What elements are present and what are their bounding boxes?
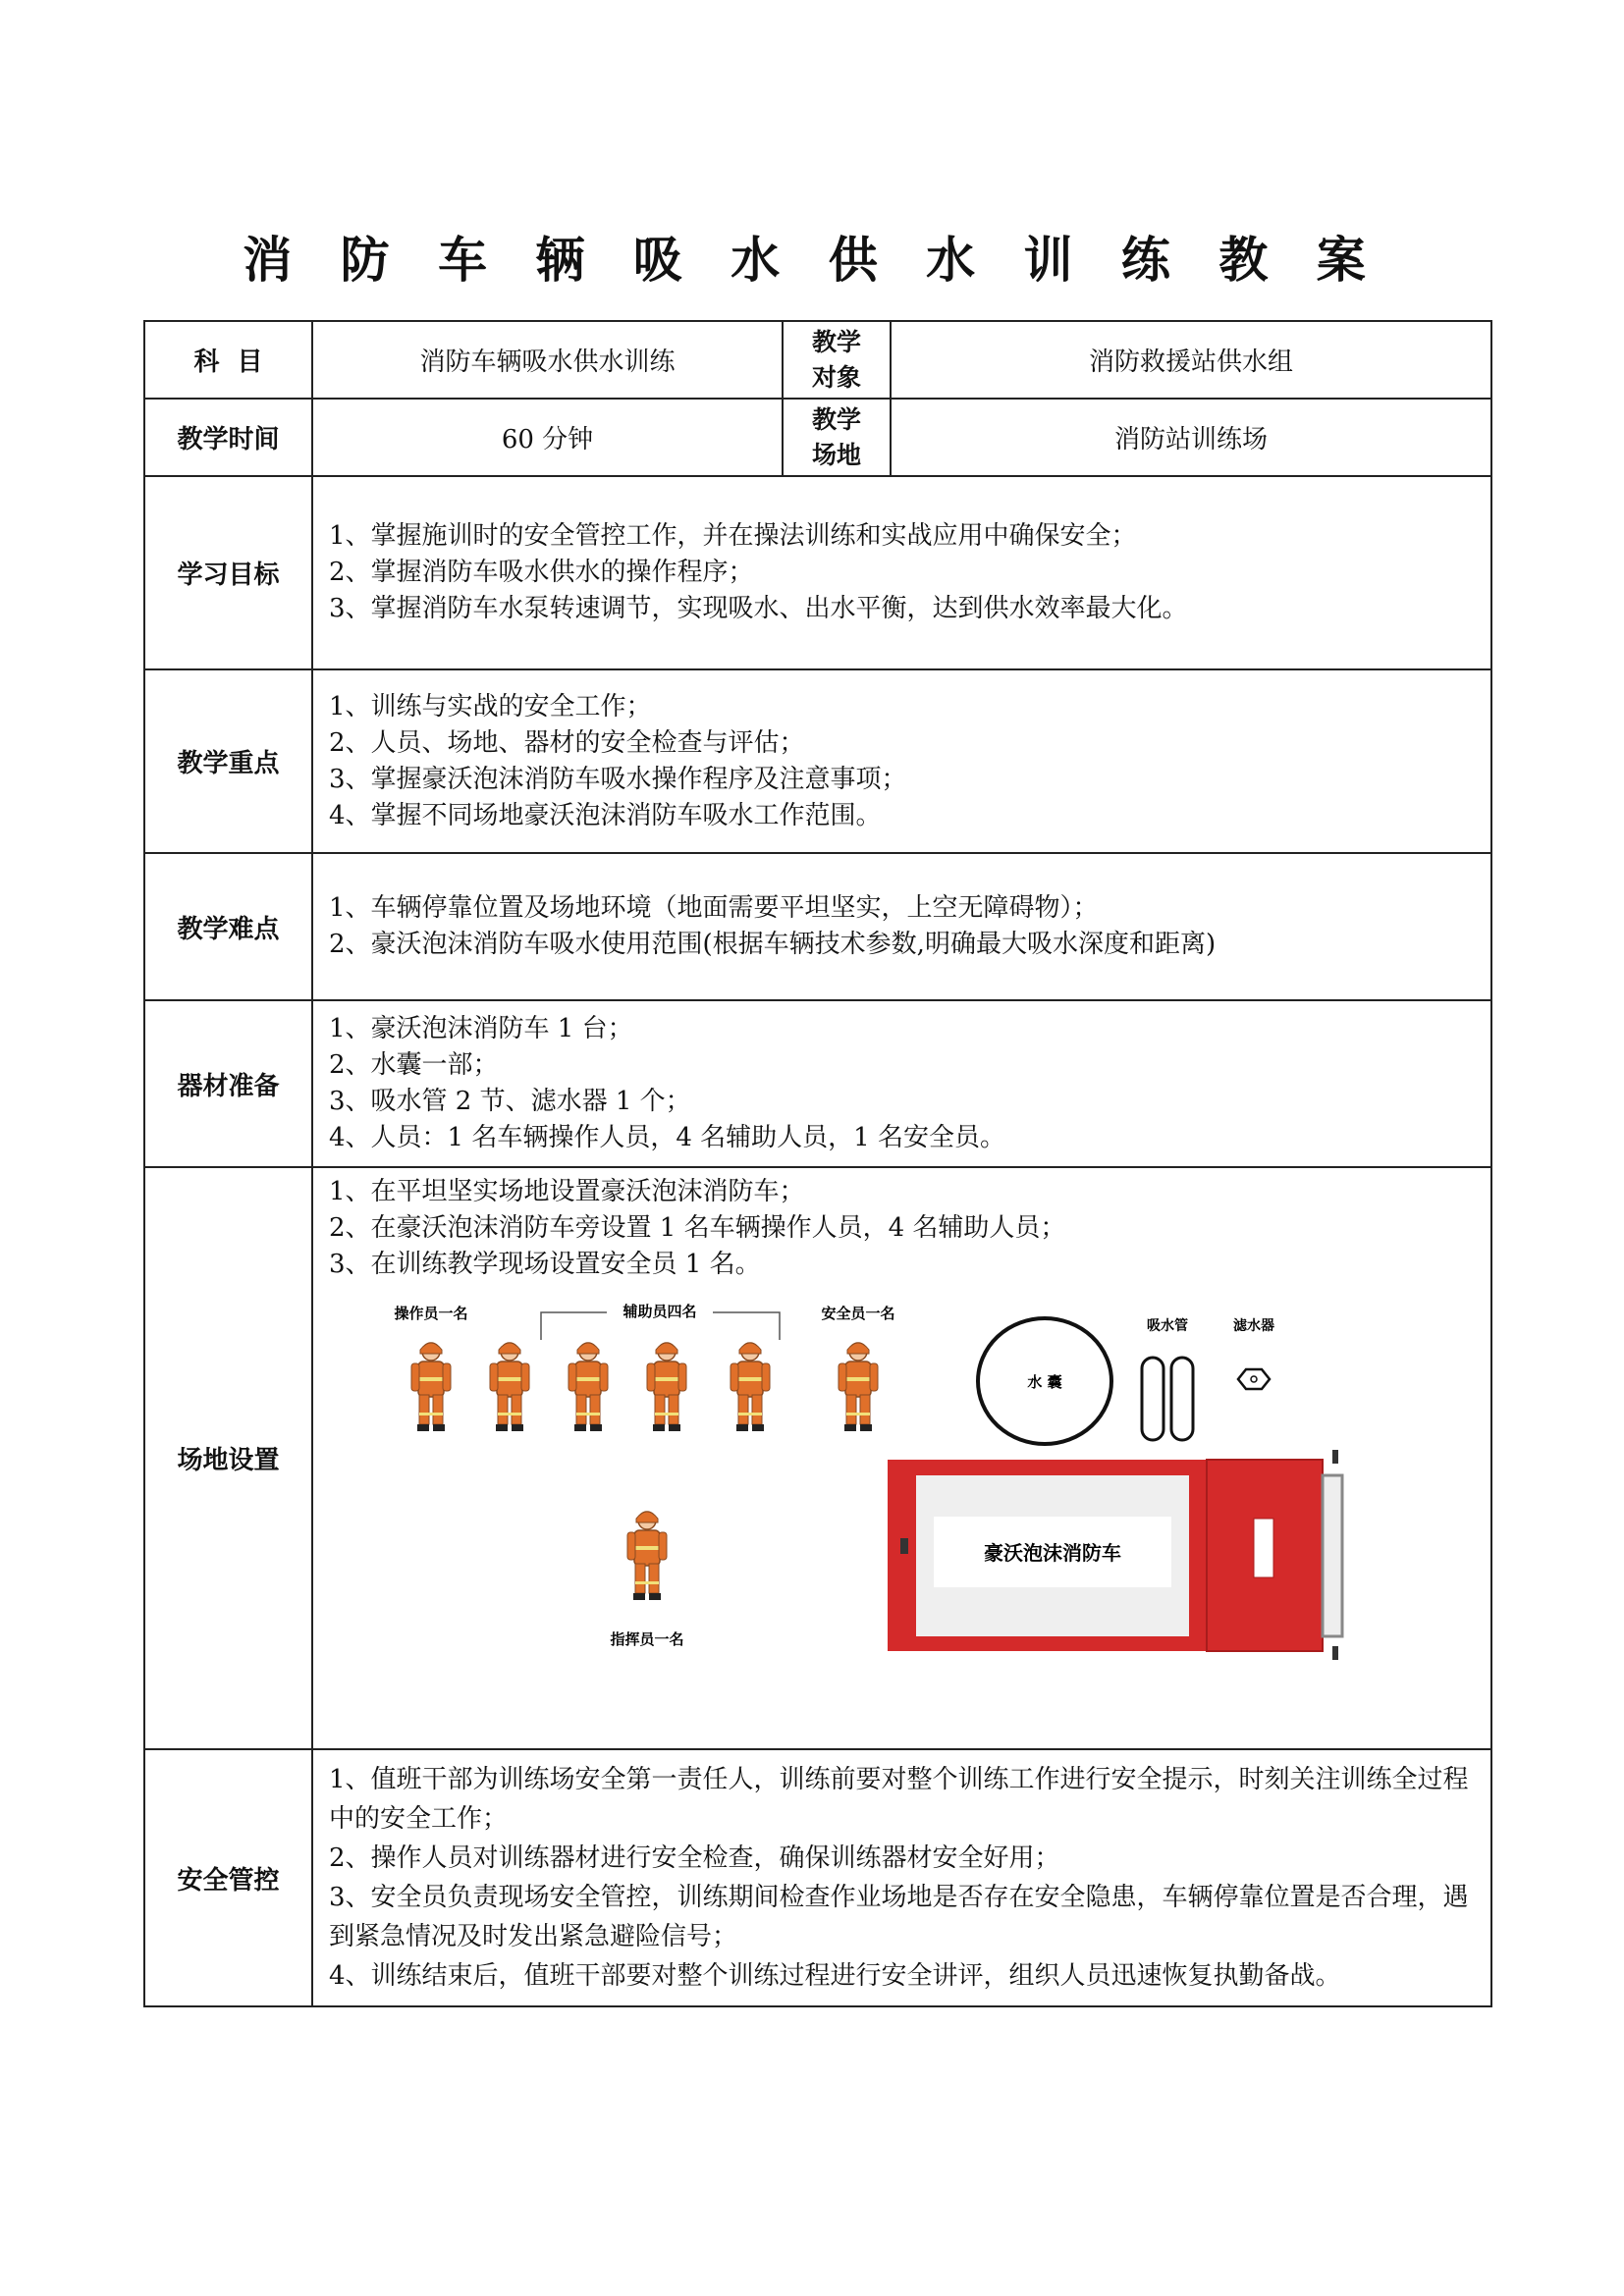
difficulties-row — [144, 853, 1491, 1000]
difficulties-label: 教学难点 — [144, 853, 312, 1000]
fire-truck — [888, 1450, 1342, 1660]
key-points-item: 1、训练与实战的安全工作； — [329, 691, 652, 721]
key-points-item: 3、掌握豪沃泡沫消防车吸水操作程序及注意事项； — [329, 764, 907, 794]
commander-figure — [627, 1512, 667, 1600]
operator-label: 操作员一名 — [394, 1305, 468, 1322]
place-label-line2: 场地 — [811, 440, 861, 469]
operator-figure — [411, 1343, 451, 1431]
site-list — [313, 1168, 1490, 1283]
safety-item: 1、值班干部为训练场安全第一责任人，训练前要对整个训练工作进行安全提示，时刻关注训练全过程中的安全工作； — [329, 1765, 1469, 1834]
assistant-figure-4 — [731, 1343, 770, 1431]
subject-label: 科 目 — [144, 321, 312, 399]
objectives-item: 1、掌握施训时的安全管控工作，并在操法训练和实战应用中确保安全； — [329, 521, 1137, 551]
safety-list — [312, 1749, 1491, 2006]
truck-windshield — [1323, 1475, 1342, 1636]
key-points-list — [312, 669, 1491, 853]
lesson-plan-table — [143, 320, 1492, 2007]
site-diagram — [313, 1283, 1462, 1730]
commander-label: 指挥员一名 — [610, 1630, 684, 1648]
safety-item: 2、操作人员对训练器材进行安全检查，确保训练器材安全好用； — [329, 1843, 1060, 1873]
safety-row — [144, 1749, 1491, 2006]
subject-row — [144, 321, 1491, 399]
target-label-line1: 教学 — [811, 327, 861, 356]
hose-label: 吸水管 — [1147, 1318, 1188, 1334]
page-title: 消 防 车 辆 吸 水 供 水 训 练 教 案 — [243, 232, 1381, 289]
safety-item: 4、训练结束后，值班干部要对整个训练过程进行安全讲评，组织人员迅速恢复执勤备战。 — [329, 1961, 1341, 1991]
site-item: 3、在训练教学现场设置安全员 1 名。 — [329, 1250, 761, 1279]
suction-hose-2 — [1171, 1358, 1193, 1440]
assistant-label: 辅助员四名 — [623, 1303, 697, 1320]
place-label — [783, 399, 891, 476]
assistant-figure-1 — [490, 1343, 529, 1431]
filter-label: 滤水器 — [1233, 1318, 1274, 1334]
place-value: 消防站训练场 — [891, 399, 1491, 476]
assistant-figure-3 — [647, 1343, 686, 1431]
key-points-item: 4、掌握不同场地豪沃泡沫消防车吸水工作范围。 — [329, 800, 882, 830]
difficulties-item: 1、车辆停靠位置及场地环境（地面需要平坦坚实，上空无障碍物）； — [329, 893, 1099, 923]
truck-label: 豪沃泡沫消防车 — [984, 1541, 1121, 1565]
objectives-item: 3、掌握消防车水泵转速调节，实现吸水、出水平衡，达到供水效率最大化。 — [329, 594, 1188, 623]
equipment-item: 2、水囊一部； — [329, 1050, 499, 1080]
key-points-label: 教学重点 — [144, 669, 312, 853]
assistant-figure-2 — [568, 1343, 608, 1431]
safety-item: 3、安全员负责现场安全管控，训练期间检查作业场地是否存在安全隐患，车辆停靠位置是否合理，遇到紧急情况及时发出紧急避险信号； — [329, 1883, 1469, 1951]
bladder-label: 水 囊 — [1027, 1373, 1062, 1391]
site-row — [144, 1167, 1491, 1749]
truck-window-icon — [1254, 1519, 1273, 1577]
key-points-row — [144, 669, 1491, 853]
time-value: 60 分钟 — [312, 399, 783, 476]
target-label-line2: 对象 — [811, 362, 861, 392]
target-value: 消防救援站供水组 — [891, 321, 1491, 399]
difficulties-item: 2、豪沃泡沫消防车吸水使用范围(根据车辆技术参数,明确最大吸水深度和距离) — [329, 930, 1217, 959]
safety-figure — [839, 1343, 878, 1431]
truck-mirror-top — [1332, 1450, 1338, 1464]
safety-label: 安全员一名 — [821, 1305, 895, 1322]
equipment-item: 3、吸水管 2 节、滤水器 1 个； — [329, 1087, 691, 1116]
site-item: 1、在平坦坚实场地设置豪沃泡沫消防车； — [329, 1177, 805, 1206]
suction-hose-1 — [1142, 1358, 1164, 1440]
objectives-row — [144, 476, 1491, 669]
site-label: 场地设置 — [144, 1167, 312, 1749]
site-cell — [312, 1167, 1491, 1749]
place-label-line1: 教学 — [811, 404, 861, 434]
truck-mirror-bottom — [1332, 1646, 1338, 1660]
objectives-list — [312, 476, 1491, 669]
time-label: 教学时间 — [144, 399, 312, 476]
site-item: 2、在豪沃泡沫消防车旁设置 1 名车辆操作人员，4 名辅助人员； — [329, 1213, 1066, 1243]
subject-value: 消防车辆吸水供水训练 — [312, 321, 783, 399]
truck-hatch-left — [900, 1538, 908, 1554]
safety-label-cell: 安全管控 — [144, 1749, 312, 2006]
objectives-label: 学习目标 — [144, 476, 312, 669]
equipment-label: 器材准备 — [144, 1000, 312, 1167]
site-diagram-svg — [313, 1283, 1462, 1730]
difficulties-list — [312, 853, 1491, 1000]
key-points-item: 2、人员、场地、器材的安全检查与评估； — [329, 727, 805, 758]
objectives-item: 2、掌握消防车吸水供水的操作程序； — [329, 558, 754, 587]
target-label — [783, 321, 891, 399]
equipment-item: 4、人员：1 名车辆操作人员，4 名辅助人员，1 名安全员。 — [329, 1123, 1005, 1152]
time-row — [144, 399, 1491, 476]
equipment-item: 1、豪沃泡沫消防车 1 台； — [329, 1014, 633, 1043]
filter-icon — [1238, 1369, 1270, 1389]
equipment-list — [312, 1000, 1491, 1167]
equipment-row — [144, 1000, 1491, 1167]
